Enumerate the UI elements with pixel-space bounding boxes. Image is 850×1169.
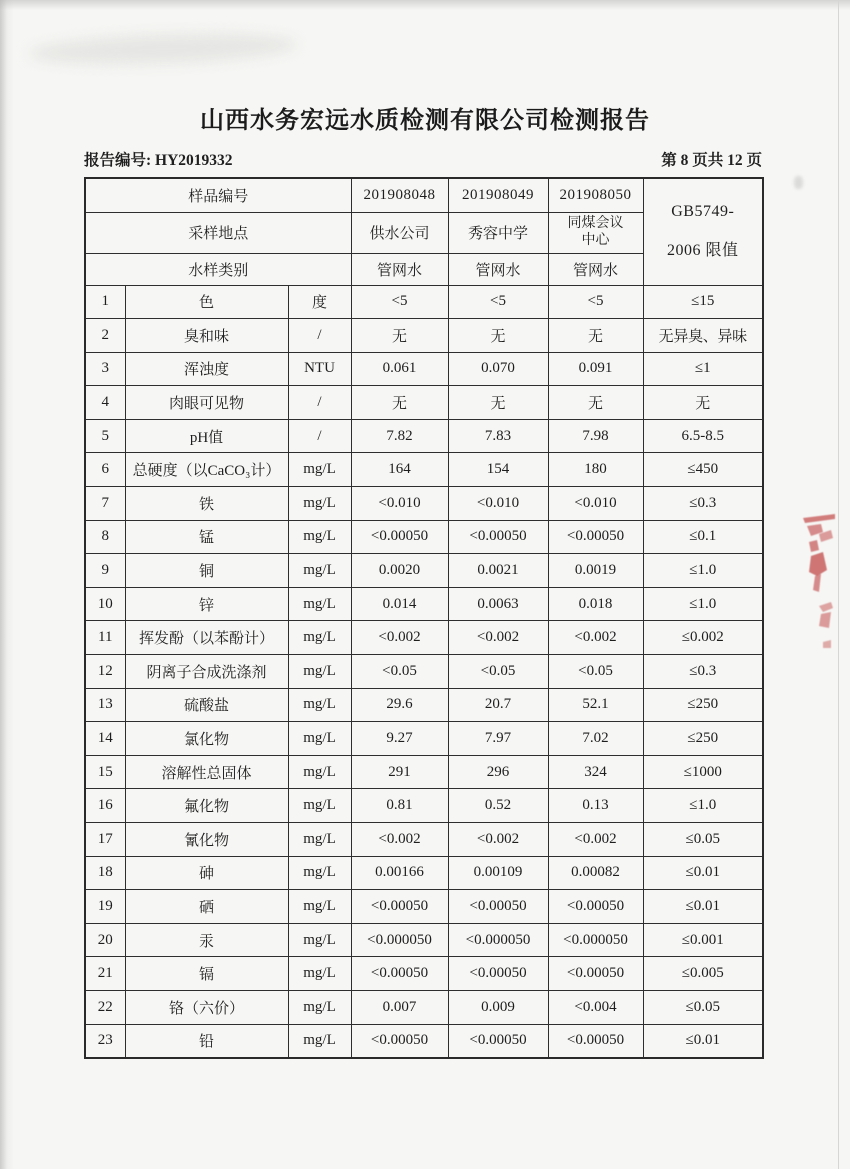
unit: mg/L bbox=[288, 688, 351, 722]
red-seal-stamp-fragment bbox=[797, 512, 839, 662]
table-row bbox=[85, 520, 763, 554]
unit: mg/L bbox=[288, 755, 351, 789]
header-sample-id-3: 201908050 bbox=[548, 178, 643, 212]
table-row bbox=[85, 923, 763, 957]
value-sample1: 无 bbox=[351, 386, 448, 420]
value-sample3: 7.02 bbox=[548, 722, 643, 756]
value-sample1: <5 bbox=[351, 285, 448, 319]
value-sample3: <0.004 bbox=[548, 990, 643, 1024]
limit-column-header bbox=[643, 178, 763, 285]
parameter-name: 硒 bbox=[125, 890, 288, 924]
limit-header-line1: GB5749- bbox=[671, 203, 735, 221]
row-number: 8 bbox=[85, 520, 125, 554]
parameter-name: pH值 bbox=[125, 419, 288, 453]
value-sample1: 29.6 bbox=[351, 688, 448, 722]
value-sample2: 0.0063 bbox=[448, 587, 548, 621]
parameter-name: 氟化物 bbox=[125, 789, 288, 823]
row-number: 23 bbox=[85, 1024, 125, 1058]
unit: mg/L bbox=[288, 722, 351, 756]
unit: mg/L bbox=[288, 957, 351, 991]
value-sample2: <0.00050 bbox=[448, 890, 548, 924]
value-sample1: 7.82 bbox=[351, 419, 448, 453]
row-number: 19 bbox=[85, 890, 125, 924]
limit-value: ≤250 bbox=[643, 722, 763, 756]
value-sample1: <0.00050 bbox=[351, 520, 448, 554]
row-number: 5 bbox=[85, 419, 125, 453]
row-number: 10 bbox=[85, 587, 125, 621]
limit-value: ≤1000 bbox=[643, 755, 763, 789]
parameter-name: 氯化物 bbox=[125, 722, 288, 756]
limit-value: ≤0.01 bbox=[643, 890, 763, 924]
unit: mg/L bbox=[288, 789, 351, 823]
header-type-3: 管网水 bbox=[548, 253, 643, 285]
parameter-name: 砷 bbox=[125, 856, 288, 890]
value-sample3: <0.00050 bbox=[548, 957, 643, 991]
parameter-name: 铜 bbox=[125, 554, 288, 588]
parameter-name: 镉 bbox=[125, 957, 288, 991]
value-sample3: 无 bbox=[548, 386, 643, 420]
value-sample1: 9.27 bbox=[351, 722, 448, 756]
unit: mg/L bbox=[288, 990, 351, 1024]
limit-value: ≤0.05 bbox=[643, 823, 763, 857]
report-number-label: 报告编号: bbox=[84, 152, 152, 169]
table-row bbox=[85, 352, 763, 386]
parameter-name: 臭和味 bbox=[125, 319, 288, 353]
header-sample-id-1: 201908048 bbox=[351, 178, 448, 212]
table-row bbox=[85, 285, 763, 319]
parameter-name: 总硬度（以CaCO₃计） bbox=[125, 453, 288, 487]
header-sample-id-2: 201908049 bbox=[448, 178, 548, 212]
unit: / bbox=[288, 419, 351, 453]
table-row bbox=[85, 655, 763, 689]
value-sample1: <0.05 bbox=[351, 655, 448, 689]
header-location-3: 同煤会议中心 bbox=[548, 212, 643, 253]
unit: mg/L bbox=[288, 890, 351, 924]
value-sample1: <0.00050 bbox=[351, 890, 448, 924]
row-number: 11 bbox=[85, 621, 125, 655]
value-sample3: 0.0019 bbox=[548, 554, 643, 588]
table-row bbox=[85, 856, 763, 890]
unit: mg/L bbox=[288, 587, 351, 621]
value-sample3: <0.000050 bbox=[548, 923, 643, 957]
table-row bbox=[85, 688, 763, 722]
row-number: 3 bbox=[85, 352, 125, 386]
unit: mg/L bbox=[288, 487, 351, 521]
value-sample1: <0.010 bbox=[351, 487, 448, 521]
value-sample3: 0.00082 bbox=[548, 856, 643, 890]
parameter-name: 阴离子合成洗涤剂 bbox=[125, 655, 288, 689]
value-sample1: 0.00166 bbox=[351, 856, 448, 890]
page-edge-shadow-left bbox=[0, 0, 14, 1169]
value-sample3: 0.018 bbox=[548, 587, 643, 621]
parameter-name: 硫酸盐 bbox=[125, 688, 288, 722]
value-sample3: <0.002 bbox=[548, 621, 643, 655]
limit-value: ≤1.0 bbox=[643, 554, 763, 588]
header-type-label: 水样类别 bbox=[85, 253, 351, 285]
table-row bbox=[85, 487, 763, 521]
header-location-2: 秀容中学 bbox=[448, 212, 548, 253]
value-sample1: 0.81 bbox=[351, 789, 448, 823]
value-sample3: <5 bbox=[548, 285, 643, 319]
limit-header-line2: 2006 限值 bbox=[667, 242, 739, 260]
limit-value: ≤0.01 bbox=[643, 856, 763, 890]
page-edge-line-right bbox=[838, 0, 839, 1169]
unit: NTU bbox=[288, 352, 351, 386]
value-sample2: 154 bbox=[448, 453, 548, 487]
limit-value: ≤0.1 bbox=[643, 520, 763, 554]
row-number: 6 bbox=[85, 453, 125, 487]
value-sample3: <0.00050 bbox=[548, 520, 643, 554]
row-number: 21 bbox=[85, 957, 125, 991]
header-type-1: 管网水 bbox=[351, 253, 448, 285]
value-sample1: 0.007 bbox=[351, 990, 448, 1024]
limit-value: ≤1.0 bbox=[643, 587, 763, 621]
limit-value: ≤0.005 bbox=[643, 957, 763, 991]
parameter-name: 色 bbox=[125, 285, 288, 319]
unit: mg/L bbox=[288, 520, 351, 554]
value-sample3: 0.091 bbox=[548, 352, 643, 386]
limit-value: ≤450 bbox=[643, 453, 763, 487]
table-row bbox=[85, 1024, 763, 1058]
table-row bbox=[85, 453, 763, 487]
row-number: 14 bbox=[85, 722, 125, 756]
unit: / bbox=[288, 319, 351, 353]
header-type-2: 管网水 bbox=[448, 253, 548, 285]
value-sample1: 0.061 bbox=[351, 352, 448, 386]
value-sample2: 0.0021 bbox=[448, 554, 548, 588]
report-number-value: HY2019332 bbox=[155, 152, 233, 169]
value-sample2: 7.83 bbox=[448, 419, 548, 453]
table-row bbox=[85, 621, 763, 655]
parameter-name: 溶解性总固体 bbox=[125, 755, 288, 789]
parameter-name: 铅 bbox=[125, 1024, 288, 1058]
value-sample3: <0.010 bbox=[548, 487, 643, 521]
value-sample2: <0.002 bbox=[448, 823, 548, 857]
table-row bbox=[85, 587, 763, 621]
value-sample2: <0.010 bbox=[448, 487, 548, 521]
value-sample1: 0.0020 bbox=[351, 554, 448, 588]
table-row bbox=[85, 722, 763, 756]
limit-value: ≤0.002 bbox=[643, 621, 763, 655]
value-sample3: 324 bbox=[548, 755, 643, 789]
limit-value: 无 bbox=[643, 386, 763, 420]
limit-value: ≤15 bbox=[643, 285, 763, 319]
value-sample3: 0.13 bbox=[548, 789, 643, 823]
report-number bbox=[84, 148, 233, 170]
scan-artifact-smudge bbox=[28, 29, 299, 68]
table-row bbox=[85, 386, 763, 420]
row-number: 16 bbox=[85, 789, 125, 823]
value-sample2: 0.00109 bbox=[448, 856, 548, 890]
value-sample1: <0.00050 bbox=[351, 1024, 448, 1058]
row-number: 7 bbox=[85, 487, 125, 521]
page-edge-shadow-top bbox=[0, 0, 850, 10]
limit-value: ≤0.05 bbox=[643, 990, 763, 1024]
water-quality-results-table bbox=[84, 177, 764, 1059]
value-sample1: <0.002 bbox=[351, 621, 448, 655]
row-number: 15 bbox=[85, 755, 125, 789]
limit-value: ≤1 bbox=[643, 352, 763, 386]
unit: mg/L bbox=[288, 1024, 351, 1058]
scan-artifact-speck bbox=[794, 176, 803, 189]
value-sample3: 无 bbox=[548, 319, 643, 353]
row-number: 20 bbox=[85, 923, 125, 957]
table-body bbox=[85, 285, 763, 1058]
table-row bbox=[85, 419, 763, 453]
row-number: 12 bbox=[85, 655, 125, 689]
value-sample1: 0.014 bbox=[351, 587, 448, 621]
parameter-name: 汞 bbox=[125, 923, 288, 957]
value-sample2: 无 bbox=[448, 386, 548, 420]
row-number: 22 bbox=[85, 990, 125, 1024]
limit-value: ≤250 bbox=[643, 688, 763, 722]
parameter-name: 肉眼可见物 bbox=[125, 386, 288, 420]
value-sample1: 164 bbox=[351, 453, 448, 487]
unit: mg/L bbox=[288, 923, 351, 957]
table-row bbox=[85, 554, 763, 588]
table-row bbox=[85, 990, 763, 1024]
table-row bbox=[85, 789, 763, 823]
limit-value: 6.5-8.5 bbox=[643, 419, 763, 453]
parameter-name: 锌 bbox=[125, 587, 288, 621]
value-sample2: 296 bbox=[448, 755, 548, 789]
unit: 度 bbox=[288, 285, 351, 319]
value-sample2: 0.070 bbox=[448, 352, 548, 386]
value-sample3: <0.00050 bbox=[548, 1024, 643, 1058]
unit: / bbox=[288, 386, 351, 420]
row-number: 9 bbox=[85, 554, 125, 588]
value-sample1: <0.00050 bbox=[351, 957, 448, 991]
value-sample2: <0.00050 bbox=[448, 520, 548, 554]
value-sample2: <5 bbox=[448, 285, 548, 319]
unit: mg/L bbox=[288, 856, 351, 890]
value-sample2: 20.7 bbox=[448, 688, 548, 722]
row-number: 1 bbox=[85, 285, 125, 319]
table-row bbox=[85, 319, 763, 353]
row-number: 4 bbox=[85, 386, 125, 420]
parameter-name: 锰 bbox=[125, 520, 288, 554]
value-sample2: 7.97 bbox=[448, 722, 548, 756]
unit: mg/L bbox=[288, 554, 351, 588]
header-location-label: 采样地点 bbox=[85, 212, 351, 253]
value-sample3: 180 bbox=[548, 453, 643, 487]
limit-value: ≤0.01 bbox=[643, 1024, 763, 1058]
table-row bbox=[85, 755, 763, 789]
value-sample3: <0.00050 bbox=[548, 890, 643, 924]
limit-value: 无异臭、异味 bbox=[643, 319, 763, 353]
row-number: 17 bbox=[85, 823, 125, 857]
parameter-name: 挥发酚（以苯酚计） bbox=[125, 621, 288, 655]
row-number: 18 bbox=[85, 856, 125, 890]
header-sample-id-label: 样品编号 bbox=[85, 178, 351, 212]
value-sample1: 无 bbox=[351, 319, 448, 353]
limit-value: ≤0.3 bbox=[643, 655, 763, 689]
value-sample1: 291 bbox=[351, 755, 448, 789]
value-sample2: 无 bbox=[448, 319, 548, 353]
page-indicator: 第 8 页共 12 页 bbox=[661, 152, 762, 169]
value-sample1: <0.000050 bbox=[351, 923, 448, 957]
report-meta-row bbox=[84, 148, 762, 170]
parameter-name: 铬（六价） bbox=[125, 990, 288, 1024]
unit: mg/L bbox=[288, 453, 351, 487]
value-sample2: 0.52 bbox=[448, 789, 548, 823]
value-sample3: <0.002 bbox=[548, 823, 643, 857]
unit: mg/L bbox=[288, 823, 351, 857]
limit-value: ≤0.001 bbox=[643, 923, 763, 957]
parameter-name: 氰化物 bbox=[125, 823, 288, 857]
value-sample2: <0.002 bbox=[448, 621, 548, 655]
table-row bbox=[85, 890, 763, 924]
table-row bbox=[85, 823, 763, 857]
value-sample3: 7.98 bbox=[548, 419, 643, 453]
parameter-name: 浑浊度 bbox=[125, 352, 288, 386]
header-row-sample-id bbox=[85, 178, 763, 212]
value-sample1: <0.002 bbox=[351, 823, 448, 857]
limit-value: ≤1.0 bbox=[643, 789, 763, 823]
value-sample3: <0.05 bbox=[548, 655, 643, 689]
page-title: 山西水务宏远水质检测有限公司检测报告 bbox=[200, 107, 650, 134]
unit: mg/L bbox=[288, 621, 351, 655]
unit: mg/L bbox=[288, 655, 351, 689]
table-row bbox=[85, 957, 763, 991]
value-sample2: <0.00050 bbox=[448, 957, 548, 991]
limit-value: ≤0.3 bbox=[643, 487, 763, 521]
row-number: 13 bbox=[85, 688, 125, 722]
row-number: 2 bbox=[85, 319, 125, 353]
parameter-name: 铁 bbox=[125, 487, 288, 521]
value-sample2: <0.05 bbox=[448, 655, 548, 689]
value-sample2: <0.00050 bbox=[448, 1024, 548, 1058]
value-sample2: <0.000050 bbox=[448, 923, 548, 957]
value-sample2: 0.009 bbox=[448, 990, 548, 1024]
header-location-1: 供水公司 bbox=[351, 212, 448, 253]
value-sample3: 52.1 bbox=[548, 688, 643, 722]
